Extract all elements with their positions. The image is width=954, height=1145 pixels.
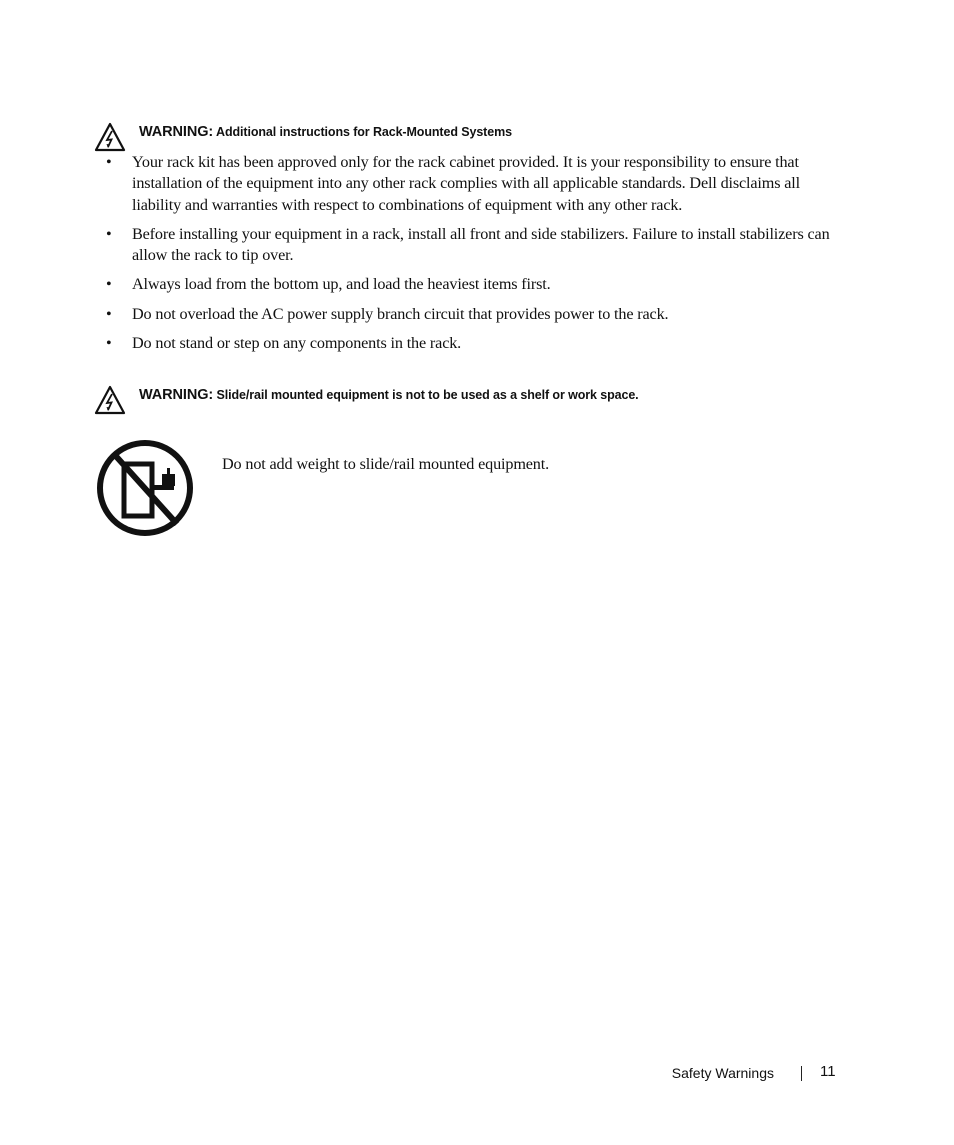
- warning-message: Slide/rail mounted equipment is not to be used as a shelf or work space.: [216, 388, 639, 402]
- pictogram-caption: Do not add weight to slide/rail mounted equipment.: [222, 455, 549, 473]
- electrical-hazard-warning-icon: [94, 122, 126, 152]
- no-weight-on-rail-icon: [95, 438, 195, 538]
- rack-instructions-list: [104, 152, 834, 362]
- footer-section-title: Safety Warnings: [671, 1065, 774, 1081]
- page-footer: [0, 1063, 954, 1085]
- electrical-hazard-warning-icon: [94, 385, 126, 415]
- list-item: • Do not overload the AC power supply branch circuit that provides power to the rack.: [106, 304, 669, 323]
- warning-text: [139, 122, 512, 141]
- list-item: • Before installing your equipment in a rack, install all front and side stabilizers. Failure to install stabilizers can allow the rack to tip over.: [106, 224, 830, 265]
- footer-divider: [801, 1066, 802, 1081]
- warning-message: Additional instructions for Rack-Mounted Systems: [216, 125, 512, 139]
- warning-rack-mounted: [94, 122, 512, 152]
- warning-slide-rail: [94, 385, 639, 415]
- warning-label: WARNING:: [139, 387, 214, 403]
- list-item: • Always load from the bottom up, and load the heaviest items first.: [106, 275, 551, 294]
- warning-label: WARNING:: [139, 124, 214, 140]
- page-number: 11: [820, 1063, 836, 1080]
- warning-text: [139, 385, 639, 404]
- list-item: • Do not stand or step on any components in the rack.: [106, 334, 462, 353]
- list-item: • Your rack kit has been approved only for the rack cabinet provided. It is your responsibility to ensure that installation of the equipment into any other rack complies with all applicable standards. Dell disclaims all liability and warranties with respect to combinations of equipment with any other rack.: [106, 153, 800, 214]
